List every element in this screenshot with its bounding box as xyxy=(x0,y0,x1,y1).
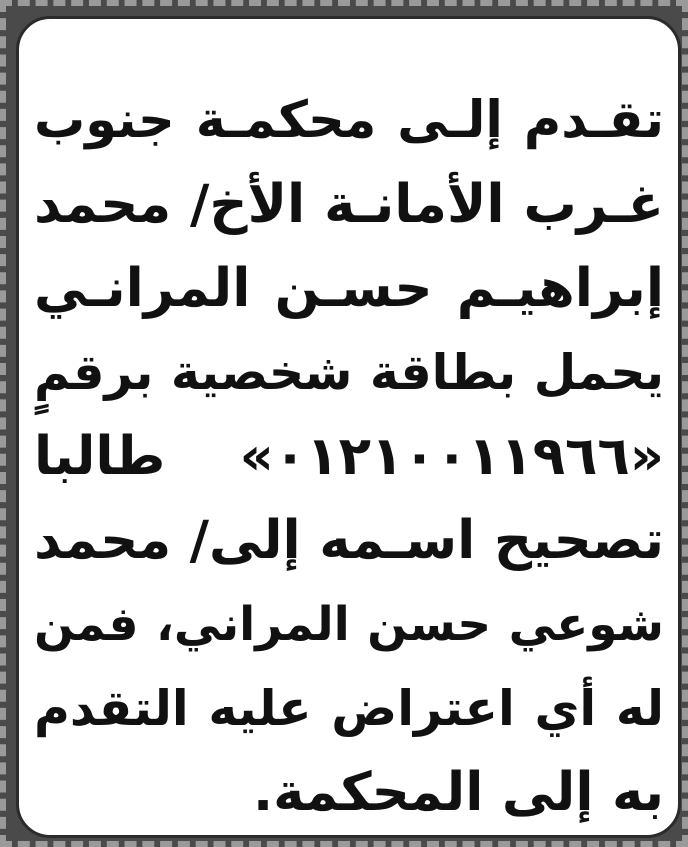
notice-line-5: «٠١٢١٠٠١١٩٦٦» طالبا xyxy=(34,426,664,487)
notice-line-4: يحمل بطاقة شخصية برقمٍ xyxy=(34,344,664,401)
notice-line-8: له أي اعتراض عليه التقدم xyxy=(34,680,664,737)
notice-line-9: به إلى المحكمة. xyxy=(252,762,664,823)
notice-line-3: إبراهيـم حسـن المرانـي xyxy=(34,258,664,319)
notice-line-1: تقـدم إلـى محكمـة جنوب xyxy=(34,91,664,150)
notice-line-7: شوعي حسن المراني، فمن xyxy=(34,597,664,652)
notice-line-6: تصحيح اسـمه إلى/ محمد xyxy=(34,510,664,571)
notice-line-2: غـرب الأمانـة الأخ/ محمد xyxy=(34,174,664,235)
notice-card xyxy=(16,16,681,838)
notice-text xyxy=(34,79,664,835)
